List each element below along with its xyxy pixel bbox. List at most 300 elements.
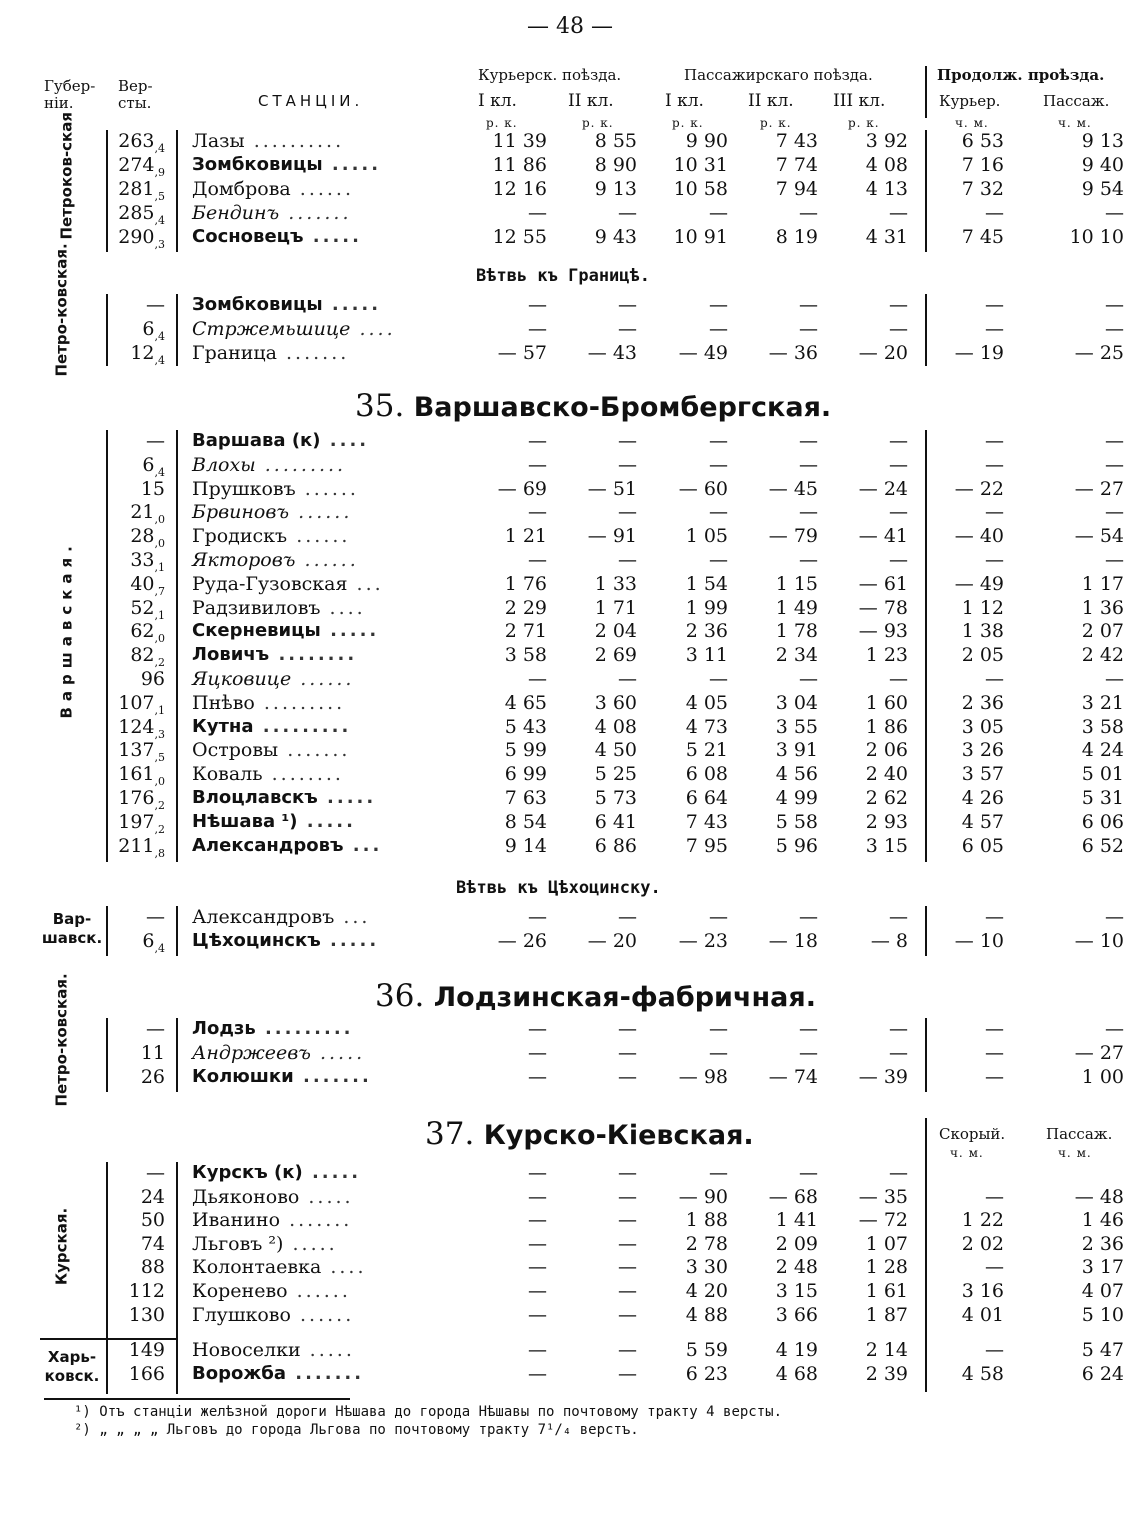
fare-cell: 5 99 xyxy=(504,739,547,762)
versta-fraction: ,7 xyxy=(154,584,165,598)
versta-value xyxy=(141,1256,165,1278)
station-name xyxy=(192,668,354,690)
versta-value xyxy=(130,620,165,645)
fare-cell: — xyxy=(618,1185,637,1208)
leader-dots: ..... xyxy=(302,1162,362,1183)
fare-cell: — xyxy=(528,1339,547,1362)
versta-value xyxy=(118,692,165,717)
fare-cell: — 8 xyxy=(870,930,908,952)
fare-cell: 3 26 xyxy=(961,739,1004,762)
fare-cell: 5 59 xyxy=(685,1339,728,1362)
versta-main: 52 xyxy=(130,596,155,619)
station-label: Влохы xyxy=(192,453,256,476)
versta-main: 263 xyxy=(118,130,155,152)
fare-cell: 3 17 xyxy=(1081,1256,1124,1279)
leader-dots: ...... xyxy=(295,477,359,500)
fare-cell: — xyxy=(1105,294,1124,316)
fare-cell: 4 24 xyxy=(1081,739,1124,762)
versta-main: 274 xyxy=(118,154,155,176)
fare-cell: 1 23 xyxy=(865,644,908,667)
versta-main: 281 xyxy=(118,178,155,200)
fare-cell: — xyxy=(1105,430,1124,452)
fare-cell: 2 42 xyxy=(1081,644,1124,667)
leader-dots: ....... xyxy=(285,1362,365,1384)
fare-cell: — xyxy=(799,906,818,928)
fare-cell: — 10 xyxy=(1074,930,1124,952)
fare-cell: 9 13 xyxy=(1081,130,1124,152)
fare-cell: 1 41 xyxy=(775,1209,818,1232)
fare-cell: — 49 xyxy=(678,342,728,364)
station-label: Коренево xyxy=(192,1280,288,1302)
fare-cell: 5 21 xyxy=(685,739,728,762)
leader-dots: ....... xyxy=(279,202,352,224)
versta-main: 28 xyxy=(130,525,155,548)
versta-value xyxy=(129,1304,165,1326)
fare-cell: 11 86 xyxy=(492,154,547,176)
versta-value xyxy=(130,597,165,622)
station-name xyxy=(192,811,356,832)
leader-dots: .... xyxy=(320,596,366,619)
versta-value xyxy=(142,318,165,343)
fare-cell: 6 52 xyxy=(1081,834,1124,857)
station-label: Новоселки xyxy=(192,1339,301,1362)
fare-cell: 9 90 xyxy=(685,130,728,152)
fare-cell: — 48 xyxy=(1074,1185,1124,1208)
fare-cell: — xyxy=(799,1162,818,1184)
fare-cell: — xyxy=(618,294,637,316)
station-label: Граница xyxy=(192,342,277,364)
section-name: Лодзинская-фабричная. xyxy=(433,982,816,1013)
station-label: Иванино xyxy=(192,1209,281,1232)
fare-cell: — xyxy=(709,294,728,316)
fare-cell: 8 55 xyxy=(594,130,637,152)
section-title-37 xyxy=(425,1116,754,1152)
versta-main: 130 xyxy=(128,1303,165,1326)
versta-value xyxy=(129,1363,165,1385)
versta-fraction: ,4 xyxy=(154,941,165,955)
fare-cell: — xyxy=(618,1018,637,1040)
fare-cell: — xyxy=(889,294,908,316)
station-name xyxy=(192,1233,338,1255)
fare-cell: — xyxy=(709,453,728,476)
fare-cell: — xyxy=(799,430,818,452)
fare-cell: — xyxy=(889,1018,908,1040)
leader-dots: ......... xyxy=(255,1018,354,1039)
fare-cell: 1 49 xyxy=(775,596,818,619)
fare-cell: 1 05 xyxy=(685,525,728,548)
fare-cell: — 27 xyxy=(1074,477,1124,500)
fare-cell: 1 00 xyxy=(1081,1066,1124,1088)
station-name xyxy=(192,1209,352,1231)
versta-main: — xyxy=(146,906,165,928)
station-label: Кутна xyxy=(192,715,254,737)
fare-cell: 7 43 xyxy=(775,130,818,152)
leader-dots: ........ xyxy=(262,763,344,786)
fare-cell: 9 40 xyxy=(1081,154,1124,176)
fare-cell: 4 68 xyxy=(775,1362,818,1385)
fare-cell: 3 11 xyxy=(685,644,728,667)
versta-main: 21 xyxy=(130,501,155,524)
fare-cell: — xyxy=(618,202,637,224)
fare-cell: 3 60 xyxy=(594,691,637,714)
gubernia-label: Вар-шавск. xyxy=(41,910,103,947)
fare-cell: — xyxy=(618,1303,637,1326)
fare-cell: — xyxy=(618,1232,637,1255)
header-cls1b: I кл. xyxy=(665,91,704,111)
section-title-35 xyxy=(355,388,831,424)
fare-cell: — xyxy=(618,1339,637,1362)
fare-cell: — xyxy=(618,453,637,476)
fare-cell: — 25 xyxy=(1074,342,1124,364)
station-label: Зомбковицы xyxy=(192,294,323,315)
fare-cell: — xyxy=(528,1256,547,1279)
station-name xyxy=(192,202,352,224)
versta-value xyxy=(141,1209,165,1231)
versta-main: 197 xyxy=(118,810,155,833)
station-label: Колонтаевка xyxy=(192,1256,322,1279)
station-name xyxy=(192,620,379,641)
fare-cell: — xyxy=(528,294,547,316)
fare-cell: 6 05 xyxy=(961,834,1004,857)
station-name xyxy=(192,1363,364,1384)
fare-cell: 7 74 xyxy=(775,154,818,176)
fare-cell: 3 16 xyxy=(961,1280,1004,1302)
section-number: 35. xyxy=(355,388,405,424)
header-passenger: Пассажирскаго поѣзда. xyxy=(684,66,873,84)
fare-cell: — xyxy=(1105,549,1124,571)
fare-cell: 1 22 xyxy=(961,1209,1004,1232)
fare-cell: — xyxy=(528,1362,547,1385)
leader-dots: ..... xyxy=(283,1232,338,1255)
fare-cell: — xyxy=(985,1256,1004,1279)
station-name xyxy=(192,835,382,856)
unit-rk: р. к. xyxy=(848,116,880,130)
fare-cell: — xyxy=(889,430,908,452)
fare-cell: — xyxy=(528,1185,547,1208)
versta-main: 6 xyxy=(142,453,155,476)
fare-cell: 4 58 xyxy=(961,1362,1004,1385)
versta-fraction: ,2 xyxy=(154,798,165,812)
fare-cell: — xyxy=(889,202,908,224)
versta-value xyxy=(146,294,165,316)
station-name xyxy=(192,226,362,247)
leader-dots: ...... xyxy=(290,1303,355,1326)
fare-cell: 1 38 xyxy=(961,620,1004,643)
versta-value xyxy=(118,739,165,764)
fare-cell: 7 43 xyxy=(685,810,728,833)
station-label: Островы xyxy=(192,739,279,762)
gubernia-label: Харь-ковск. xyxy=(44,1348,100,1385)
fare-cell: 1 07 xyxy=(865,1232,908,1255)
versta-value xyxy=(130,644,165,669)
fare-cell: 4 57 xyxy=(961,810,1004,833)
header-versty: Вер-сты. xyxy=(118,77,153,112)
station-label: Яцковице xyxy=(192,668,292,690)
fare-cell: 5 43 xyxy=(504,715,547,738)
fare-cell: 10 91 xyxy=(673,226,728,248)
leader-dots: ....... xyxy=(278,739,351,762)
fare-cell: 2 69 xyxy=(594,644,637,667)
station-name xyxy=(192,1256,367,1278)
leader-dots: ....... xyxy=(276,342,350,364)
station-label: Зомбковицы xyxy=(192,154,323,175)
station-label: Ловичъ xyxy=(192,644,270,666)
fare-cell: 1 78 xyxy=(775,620,818,643)
fare-cell: 4 07 xyxy=(1081,1280,1124,1302)
fare-cell: — xyxy=(709,318,728,340)
fare-cell: 12 55 xyxy=(492,226,547,248)
fare-cell: — xyxy=(985,1018,1004,1040)
fare-cell: — xyxy=(889,318,908,340)
versta-main: — xyxy=(146,294,165,316)
fare-cell: — xyxy=(799,453,818,476)
versta-value xyxy=(118,716,165,741)
station-name xyxy=(192,501,352,523)
fare-cell: 2 07 xyxy=(1081,620,1124,643)
fare-cell: 3 15 xyxy=(775,1280,818,1302)
versta-main: 82 xyxy=(130,644,155,667)
fare-cell: — xyxy=(618,549,637,571)
fare-cell: 4 05 xyxy=(685,691,728,714)
versta-value xyxy=(142,454,165,479)
fare-cell: 1 88 xyxy=(685,1209,728,1232)
versta-main: 285 xyxy=(118,202,155,224)
fare-cell: 5 47 xyxy=(1081,1339,1124,1362)
station-name xyxy=(192,478,359,500)
versta-value xyxy=(141,1186,165,1208)
fare-cell: 1 36 xyxy=(1081,596,1124,619)
versta-fraction: ,0 xyxy=(154,774,165,788)
fare-cell: 4 99 xyxy=(775,787,818,809)
fare-cell: 4 88 xyxy=(685,1303,728,1326)
station-name xyxy=(192,763,344,785)
fare-cell: 4 01 xyxy=(961,1303,1004,1326)
versta-value xyxy=(130,342,165,367)
fare-cell: 5 58 xyxy=(775,810,818,833)
versta-main: 112 xyxy=(128,1280,165,1302)
versta-value xyxy=(129,1339,165,1361)
fare-cell: — 74 xyxy=(768,1066,818,1088)
fare-cell: — xyxy=(709,1042,728,1064)
fare-cell: 6 99 xyxy=(504,763,547,786)
versta-main: 290 xyxy=(118,226,155,248)
fare-cell: — xyxy=(985,430,1004,452)
section-number: 37. xyxy=(425,1116,475,1152)
fare-cell: — xyxy=(528,501,547,524)
versta-fraction: ,3 xyxy=(154,727,165,741)
unit-rk: р. к. xyxy=(486,116,518,130)
versta-fraction: ,9 xyxy=(154,165,165,179)
fare-cell: — xyxy=(618,906,637,928)
fare-cell: 6 64 xyxy=(685,787,728,809)
fare-cell: — xyxy=(985,549,1004,571)
fare-cell: — xyxy=(618,318,637,340)
fare-cell: 1 99 xyxy=(685,596,728,619)
station-name xyxy=(192,739,350,761)
station-label: Влоцлавскъ xyxy=(192,787,318,808)
station-label: Цѣхоцинскъ xyxy=(192,930,321,951)
fare-cell: 3 21 xyxy=(1081,691,1124,714)
fare-cell: — xyxy=(528,549,547,571)
fare-cell: 9 14 xyxy=(504,834,547,857)
fare-cell: 4 31 xyxy=(865,226,908,248)
station-name xyxy=(192,906,370,928)
versta-value xyxy=(130,525,165,550)
fare-cell: — xyxy=(618,1042,637,1064)
station-name xyxy=(192,597,366,619)
fare-cell: — xyxy=(889,549,908,571)
station-name xyxy=(192,549,359,571)
fare-cell: 2 36 xyxy=(685,620,728,643)
fare-cell: — xyxy=(709,906,728,928)
fare-cell: — xyxy=(889,668,908,690)
fare-cell: — xyxy=(799,1042,818,1064)
versta-main: 15 xyxy=(140,477,165,500)
fare-cell: 2 36 xyxy=(1081,1232,1124,1255)
fare-cell: 8 90 xyxy=(594,154,637,176)
leader-dots: .... xyxy=(321,1256,367,1279)
fare-cell: — 24 xyxy=(858,477,908,500)
versta-value xyxy=(146,1018,165,1040)
station-name xyxy=(192,787,376,808)
station-label: Александровъ xyxy=(192,834,344,856)
unit-rk: р. к. xyxy=(582,116,614,130)
fare-cell: 3 91 xyxy=(775,739,818,762)
section-name: Курско-Кіевская. xyxy=(483,1120,754,1151)
station-label: Руда-Гузовская xyxy=(192,572,348,595)
station-label: Пнѣво xyxy=(192,691,255,714)
station-name xyxy=(192,1066,372,1087)
fare-cell: — 54 xyxy=(1074,525,1124,548)
fare-cell: — xyxy=(618,1209,637,1232)
versta-main: 166 xyxy=(128,1362,165,1385)
leader-dots: ..... xyxy=(303,226,362,247)
leader-dots: ...... xyxy=(289,501,353,524)
fare-cell: — xyxy=(528,430,547,452)
station-label: Радзивиловъ xyxy=(192,596,321,619)
fare-cell: — xyxy=(528,1162,547,1184)
station-label: Льговъ ²) xyxy=(192,1232,284,1255)
fare-cell: 2 04 xyxy=(594,620,637,643)
fare-cell: 1 15 xyxy=(775,572,818,595)
station-label: Варшава (к) xyxy=(192,430,321,451)
fare-cell: 2 06 xyxy=(865,739,908,762)
versta-main: 24 xyxy=(140,1185,165,1208)
fare-cell: 6 23 xyxy=(685,1362,728,1385)
station-name xyxy=(192,294,381,315)
station-name xyxy=(192,154,381,175)
versta-main: 149 xyxy=(128,1339,165,1362)
fare-cell: — xyxy=(985,1339,1004,1362)
leader-dots: ... xyxy=(334,906,371,928)
fare-cell: 4 08 xyxy=(865,154,908,176)
fare-cell: 4 56 xyxy=(775,763,818,786)
fare-cell: 6 86 xyxy=(594,834,637,857)
fare-cell: 11 39 xyxy=(492,130,547,152)
leader-dots: ..... xyxy=(300,1339,355,1362)
station-name xyxy=(192,1042,365,1064)
fare-cell: 7 32 xyxy=(961,178,1004,200)
fare-cell: 3 58 xyxy=(1081,715,1124,738)
versta-fraction: ,4 xyxy=(154,213,165,227)
versta-fraction: ,5 xyxy=(154,189,165,203)
fare-cell: — 79 xyxy=(768,525,818,548)
fare-cell: — xyxy=(799,294,818,316)
versta-main: 161 xyxy=(118,763,155,786)
fare-cell: — 27 xyxy=(1074,1042,1124,1064)
fare-cell: 3 58 xyxy=(504,644,547,667)
fare-cell: — xyxy=(709,668,728,690)
fare-cell: 6 06 xyxy=(1081,810,1124,833)
versta-value xyxy=(141,1066,165,1088)
fare-cell: 7 45 xyxy=(961,226,1004,248)
leader-dots: ... xyxy=(347,572,384,595)
fare-cell: 6 24 xyxy=(1081,1362,1124,1385)
leader-dots: ..... xyxy=(317,787,377,808)
fare-cell: — xyxy=(985,318,1004,340)
fare-cell: 9 13 xyxy=(594,178,637,200)
fare-cell: — xyxy=(618,1066,637,1088)
header-cls2b: II кл. xyxy=(748,91,794,111)
fare-cell: 5 25 xyxy=(594,763,637,786)
fare-cell: — xyxy=(1105,318,1124,340)
fare-cell: — 49 xyxy=(954,572,1004,595)
fare-cell: 10 31 xyxy=(673,154,728,176)
fare-cell: — xyxy=(1105,453,1124,476)
fare-cell: — xyxy=(528,906,547,928)
fare-cell: — 23 xyxy=(678,930,728,952)
fare-cell: — xyxy=(985,202,1004,224)
station-name xyxy=(192,930,379,951)
fare-cell: 3 66 xyxy=(775,1303,818,1326)
fare-cell: 3 05 xyxy=(961,715,1004,738)
fare-cell: 4 13 xyxy=(865,178,908,200)
header-cls1: I кл. xyxy=(478,91,517,111)
fare-cell: 6 53 xyxy=(961,130,1004,152)
fare-cell: — xyxy=(618,1280,637,1302)
versta-main: 211 xyxy=(118,834,155,857)
versta-fraction: ,4 xyxy=(154,329,165,343)
versta-fraction: ,4 xyxy=(154,465,165,479)
fare-cell: — 43 xyxy=(587,342,637,364)
versta-value xyxy=(141,668,165,690)
station-name xyxy=(192,716,351,737)
versta-fraction: ,2 xyxy=(154,822,165,836)
fare-cell: — 45 xyxy=(768,477,818,500)
fare-cell: — xyxy=(618,1256,637,1279)
fare-cell: — xyxy=(709,202,728,224)
versta-value xyxy=(130,549,165,574)
fare-cell: — xyxy=(528,1280,547,1302)
fare-cell: 4 50 xyxy=(594,739,637,762)
fare-cell: 6 41 xyxy=(594,810,637,833)
leader-dots: ..... xyxy=(320,620,380,642)
header-stations: СТАНЦІИ. xyxy=(258,92,364,110)
header-cls3: III кл. xyxy=(833,91,886,111)
fare-cell: — 36 xyxy=(768,342,818,364)
versta-main: 62 xyxy=(130,620,155,643)
station-label: Нѣшава ¹) xyxy=(192,810,298,832)
gubernia-label: Петро-ковская. xyxy=(52,973,71,1107)
leader-dots: ... xyxy=(343,834,383,856)
leader-dots: ..... xyxy=(322,154,382,175)
fare-cell: — xyxy=(528,668,547,690)
fare-cell: — xyxy=(528,318,547,340)
fare-cell: 2 05 xyxy=(961,644,1004,667)
station-name xyxy=(192,1162,361,1183)
versta-value xyxy=(141,1042,165,1064)
station-label: Якторовъ xyxy=(192,549,296,571)
